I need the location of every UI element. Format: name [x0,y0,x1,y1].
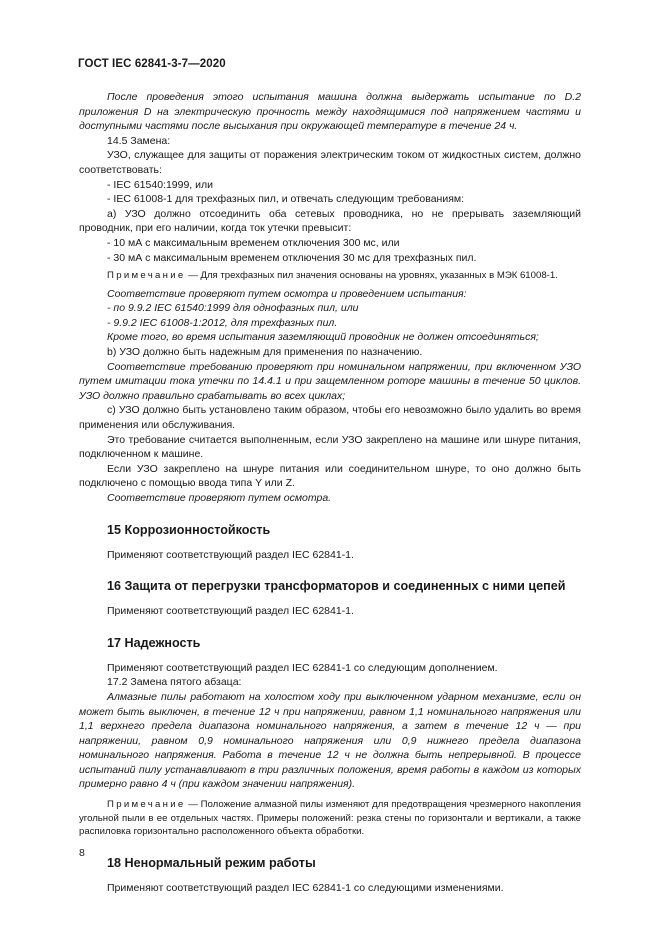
paragraph: 14.5 Замена: [107,134,171,147]
paragraph: Соответствие проверяют путем осмотра и проведением испытания: [107,287,467,300]
note [79,269,581,283]
paragraph: Применяют соответствующий раздел IEC 62841-1. [107,548,354,561]
paragraph: Это требование считается выполненным, если УЗО закреплено на машине или шнуре питания, подключенном к машине. [79,433,581,461]
paragraph: После проведения этого испытания машина должна выдержать испытание по D.2 приложения D на электрическую прочность между находящимися под напряжением частями и доступными частями после высыхания при окружающей температуре в течение 24 ч. [79,91,581,133]
paragraph: Соответствие проверяют путем осмотра. [107,491,332,504]
paragraph: Применяют соответствующий раздел IEC 62841-1. [107,605,354,618]
paragraph: Применяют соответствующий раздел IEC 62841-1 со следующими изменениями. [107,881,504,894]
paragraph: a) УЗО должно отсоединить оба сетевых проводника, но не прерывать заземляющий проводник, при его наличии, когда ток утечки превысит: [79,207,581,235]
paragraph: УЗО, служащее для защиты от поражения электрическим током от жидкостных систем, должно соответствовать: [79,149,581,176]
document-header: ГОСТ IEC 62841-3-7—2020 [78,58,226,70]
paragraph: Если УЗО закреплено на шнуре питания или соединительном шнуре, то оно должно быть подключено с помощью ввода типа Y или Z. [79,462,581,490]
paragraph: Соответствие требованию проверяют при номинальном напряжении, при включенном УЗО путем имитации тока утечки по 14.4.1 и при защемленном роторе машины в течение 50 циклов. УЗО должно правильно срабатывать во всех циклах; [79,360,581,402]
list-item: - 9.9.2 IEC 61008-1:2012, для трехфазных пил. [107,316,338,329]
paragraph: Применяют соответствующий раздел IEC 62841-1 со следующим дополнением. [107,661,498,674]
note [79,798,581,839]
section-heading-17: 17 Надежность [107,635,201,650]
paragraph: Кроме того, во время испытания заземляющий проводник не должен отсоединяться; [107,331,539,344]
section-heading-18: 18 Ненормальный режим работы [107,855,316,870]
paragraph: 17.2 Замена пятого абзаца: [107,676,242,689]
list-item: - по 9.9.2 IEC 61540:1999 для однофазных пил, или [107,302,359,315]
page-number: 8 [79,847,85,859]
list-item: - 10 мА с максимальным временем отключения 300 мс, или [107,236,400,249]
note-text: — Положение алмазной пилы изменяют для предотвращения чрезмерного накопления угольной пыли в ее отдельных частях. Примеры положений: резка стены по горизонтали и вертикали, а также распиловка горизонтально расположенного объекта обработки. [79,799,581,838]
section-heading-16: 16 Защита от перегрузки трансформаторов и соединенных с ними цепей [107,579,566,594]
list-item: - IEC 61008-1 для трехфазных пил, и отвечать следующим требованиям: [107,193,465,206]
section-heading-15: 15 Коррозионностойкость [107,522,271,537]
paragraph: c) УЗО должно быть установлено таким образом, чтобы его невозможно было удалить во время применения или обслуживания. [79,404,581,431]
note-text: — Для трехфазных пил значения основаны на уровнях, указанных в МЭК 61008-1. [185,270,558,282]
note-label: Примечание [107,270,186,282]
document-body [79,90,581,895]
paragraph: Алмазные пилы работают на холостом ходу при выключенном ударном механизме, если он может быть выключен, в течение 12 ч при напряжении, равном 1,1 номинального напряжения или 1,1 верхнего предела диапазона номинального напряжения, а затем в течение 12 ч — при напряжении, равном 0,9 номинального напряжения или 0,9 нижнего предела диапазона номинального напряжения. Работа в течение 12 ч не должна быть непрерывной. В процессе испытаний пилу устанавливают в три различных положения, время работы в каждом из которых примерно равно 4 ч (при каждом значении напряжения). [79,690,581,791]
list-item: - IEC 61540:1999, или [107,178,213,191]
list-item: - 30 мА с максимальным временем отключения 30 мс для трехфазных пил. [107,251,477,264]
paragraph: b) УЗО должно быть надежным для применения по назначению. [107,346,423,358]
note-label: Примечание [107,799,186,811]
